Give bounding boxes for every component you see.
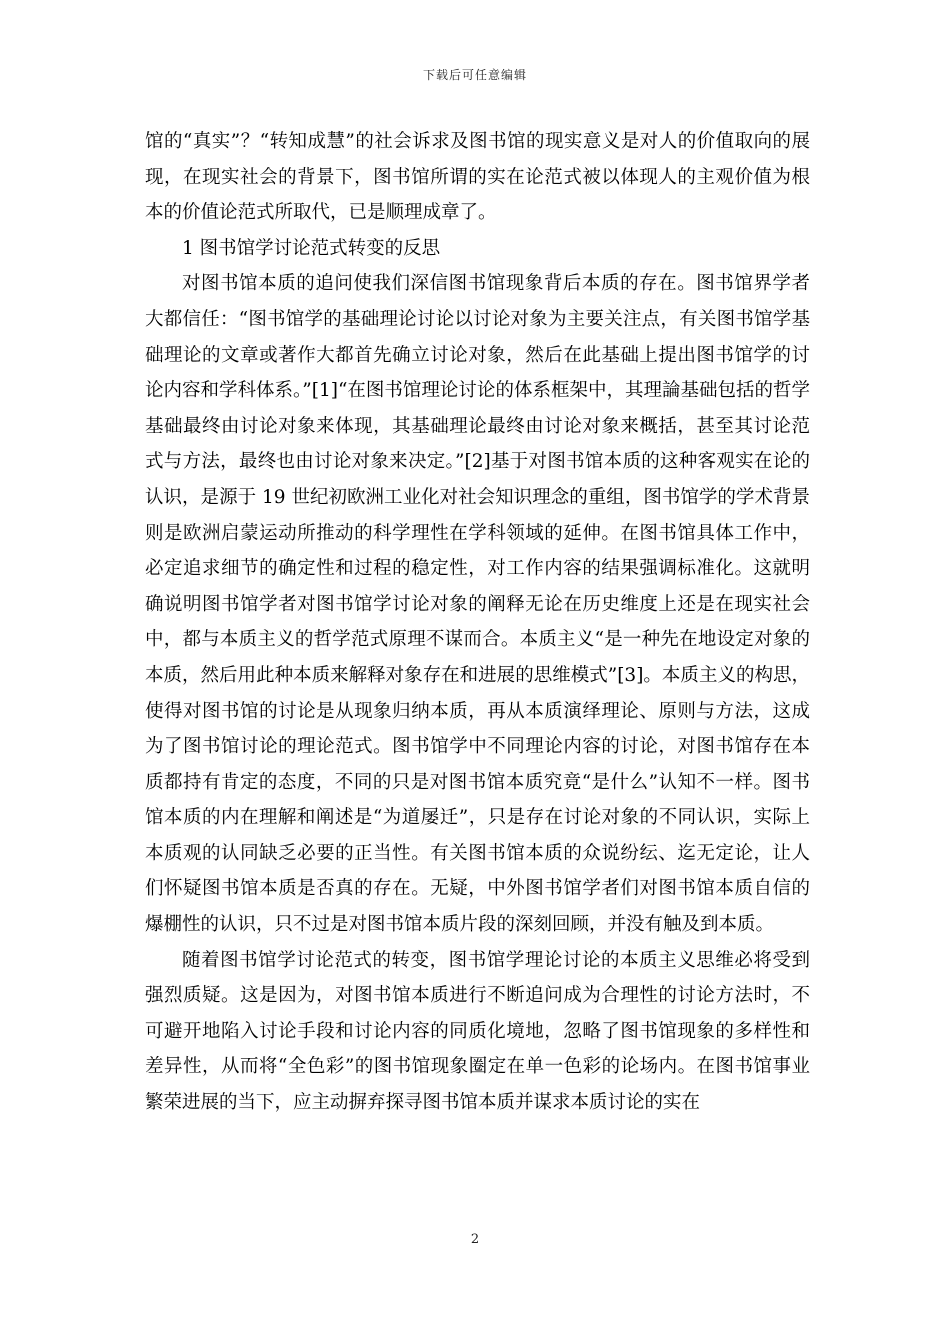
paragraph: 随着图书馆学讨论范式的转变，图书馆学理论讨论的本质主义思维必将受到强烈质疑。这是因为，对图书馆本质进行不断追问成为合理性的讨论方法时，不可避开地陷入讨论手段和讨论内容的同质化境地，忽略了图书馆现象的多样性和差异性，从而将“全色彩”的图书馆现象圈定在单一色彩的论场内。在图书馆事业繁荣进展的当下，应主动摒弃探寻图书馆本质并谋求本质讨论的实在 bbox=[145, 949, 810, 1114]
page-header: 下载后可任意编辑 bbox=[422, 68, 527, 82]
paragraph-continuation: 馆的“真实”？“转知成慧”的社会诉求及图书馆的现实意义是对人的价值取向的展现，在现实社会的背景下，图书馆所谓的实在论范式被以体现人的主观价值为根本的价值论范式所取代，已是顺理成章了。 bbox=[145, 131, 810, 224]
page-number: 2 bbox=[470, 1232, 480, 1247]
body-text bbox=[145, 124, 810, 1121]
paragraph: 对图书馆本质的追问使我们深信图书馆现象背后本质的存在。图书馆界学者大都信任：“图书馆学的基础理论讨论以讨论对象为主要关注点，有关图书馆学基础理论的文章或著作大都首先确立讨论对象，然后在此基础上提出图书馆学的讨论内容和学科体系。”[1]“在图书馆理论讨论的体系框架中，其理論基础包括的哲学基础最终由讨论对象来体现，其基础理论最终由讨论对象来概括，甚至其讨论范式与方法，最终也由讨论对象来决定。”[2]基于对图书馆本质的这种客观实在论的认识，是源于 19 世纪初欧洲工业化对社会知识理念的重组，图书馆学的学术背景则是欧洲启蒙运动所推动的科学理性在学科领域的延伸。在图书馆具体工作中，必定追求细节的确定性和过程的稳定性，对工作内容的结果强调标准化。这就明确说明图书馆学者对图书馆学讨论对象的阐释无论在历史维度上还是在现实社会中，都与本质主义的哲学范式原理不谋而合。本质主义“是一种先在地设定对象的本质，然后用此种本质来解释对象存在和进展的思维模式”[3]。本质主义的构思，使得对图书馆的讨论是从现象归纳本质，再从本质演绎理论、原则与方法，这成为了图书馆讨论的理论范式。图书馆学中不同理论内容的讨论，对图书馆存在本质都持有肯定的态度，不同的只是对图书馆本质究竟“是什么”认知不一样。图书馆本质的内在理解和阐述是“为道屡迁”，只是存在讨论对象的不同认识，实际上本质观的认同缺乏必要的正当性。有关图书馆本质的众说纷纭、迄无定论，让人们怀疑图书馆本质是否真的存在。无疑，中外图书馆学者们对图书馆本质自信的爆棚性的认识，只不过是对图书馆本质片段的深刻回顾，并没有触及到本质。 bbox=[145, 273, 810, 936]
section-heading: 1 图书馆学讨论范式转变的反思 bbox=[182, 237, 441, 259]
